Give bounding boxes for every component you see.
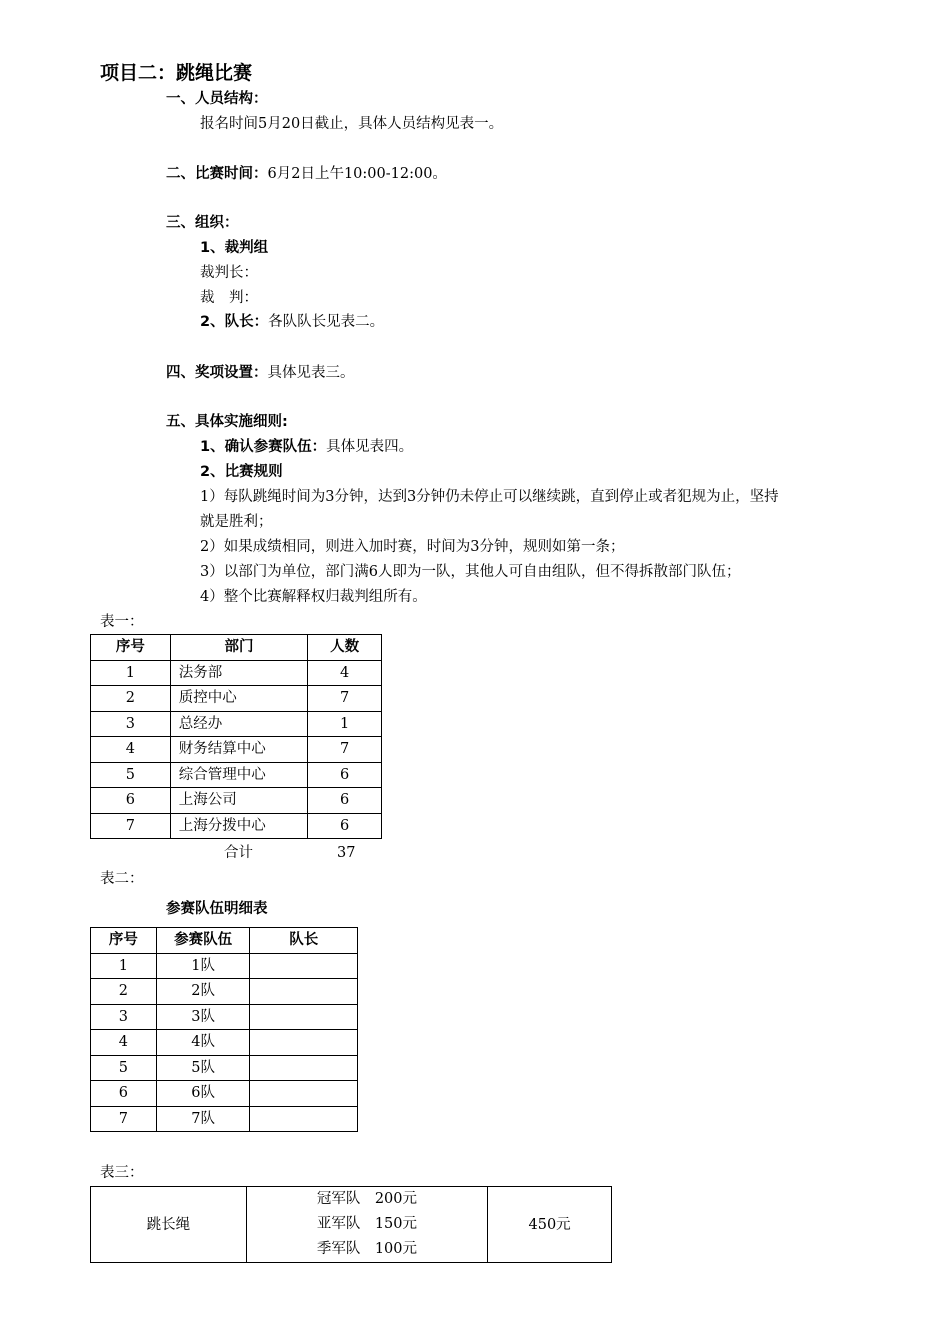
header-cell: 人数	[308, 635, 382, 661]
captain-cell	[250, 1106, 358, 1132]
rule-3: 3）以部门为单位，部门满6人即为一队，其他人可自由组队，但不得拆散部门队伍；	[200, 564, 741, 580]
cell: 6队	[156, 1081, 250, 1107]
table-1-caption: 表一：	[100, 614, 144, 630]
captain-cell	[250, 953, 358, 979]
section-2-heading: 二、比赛时间：	[166, 166, 268, 182]
prize-second: 亚军队 150元	[316, 1216, 418, 1232]
prizes-cell	[246, 1187, 488, 1263]
table-row	[91, 686, 382, 712]
cell: 6	[91, 1081, 157, 1107]
cell: 7	[91, 813, 171, 839]
header-cell: 序号	[91, 635, 171, 661]
captain-cell	[250, 1055, 358, 1081]
section-4-text: 具体见表三。	[267, 365, 355, 381]
chief-judge-label: 裁判长：	[200, 265, 258, 281]
cell: 上海分拨中心	[170, 813, 308, 839]
prize-third: 季军队 100元	[316, 1241, 418, 1257]
captain-label: 2、队长：	[200, 314, 269, 330]
header-cell: 参赛队伍	[156, 928, 250, 954]
cell: 综合管理中心	[170, 762, 308, 788]
table-row	[91, 788, 382, 814]
table-1-total-label: 合计	[224, 845, 253, 861]
cell: 4	[308, 660, 382, 686]
table-3-caption: 表三：	[100, 1165, 144, 1181]
cell: 1队	[156, 953, 250, 979]
table-1-total-value: 37	[337, 845, 356, 861]
cell: 7	[308, 737, 382, 763]
table-row	[91, 737, 382, 763]
captain-cell	[250, 1081, 358, 1107]
section-1-heading: 一、人员结构：	[166, 91, 268, 107]
event-cell: 跳长绳	[91, 1187, 247, 1263]
table-row	[91, 1004, 358, 1030]
captain-cell	[250, 979, 358, 1005]
section-3-heading: 三、组织：	[166, 215, 239, 231]
cell: 6	[308, 788, 382, 814]
table-row	[91, 1081, 358, 1107]
cell: 2	[91, 979, 157, 1005]
judge-label: 裁 判：	[200, 290, 258, 306]
cell: 4	[91, 737, 171, 763]
table-header-row	[91, 635, 382, 661]
captain-cell	[250, 1030, 358, 1056]
cell: 4	[91, 1030, 157, 1056]
cell: 2队	[156, 979, 250, 1005]
cell: 1	[91, 953, 157, 979]
section-5-sub2: 2、比赛规则	[200, 464, 283, 480]
cell: 7队	[156, 1106, 250, 1132]
table-row	[91, 762, 382, 788]
table-2-title: 参赛队伍明细表	[166, 901, 268, 917]
cell: 5队	[156, 1055, 250, 1081]
table-2	[90, 927, 358, 1132]
table-row	[91, 1187, 612, 1263]
cell: 7	[91, 1106, 157, 1132]
cell: 3队	[156, 1004, 250, 1030]
section-3-sub2	[200, 312, 384, 332]
section-5-heading: 五、具体实施细则:	[166, 414, 288, 430]
table-row	[91, 1055, 358, 1081]
table-1	[90, 634, 382, 839]
table-row	[91, 813, 382, 839]
total-cell: 450元	[488, 1187, 612, 1263]
rule-2: 2）如果成绩相同，则进入加时赛，时间为3分钟，规则如第一条；	[200, 539, 625, 555]
section-4-heading: 四、奖项设置：	[166, 365, 268, 381]
section-5-sub1	[200, 437, 413, 457]
cell: 1	[91, 660, 171, 686]
confirm-teams-label: 1、确认参赛队伍：	[200, 439, 327, 455]
cell: 6	[308, 813, 382, 839]
cell: 6	[308, 762, 382, 788]
rule-1-line-1: 1）每队跳绳时间为3分钟，达到3分钟仍未停止可以继续跳，直到停止或者犯规为止，坚持	[200, 489, 779, 505]
table-row	[91, 953, 358, 979]
header-cell: 序号	[91, 928, 157, 954]
section-4	[166, 363, 355, 383]
prize-first: 冠军队 200元	[316, 1191, 418, 1207]
cell: 上海公司	[170, 788, 308, 814]
confirm-teams-text: 具体见表四。	[326, 439, 414, 455]
captain-text: 各队队长见表二。	[268, 314, 385, 330]
page-title: 项目二：跳绳比赛	[100, 62, 253, 84]
cell: 3	[91, 1004, 157, 1030]
cell: 6	[91, 788, 171, 814]
table-row	[91, 1106, 358, 1132]
cell: 3	[91, 711, 171, 737]
cell: 总经办	[170, 711, 308, 737]
section-2	[166, 164, 447, 184]
cell: 1	[308, 711, 382, 737]
cell: 财务结算中心	[170, 737, 308, 763]
table-2-caption: 表二：	[100, 871, 144, 887]
captain-cell	[250, 1004, 358, 1030]
table-row	[91, 711, 382, 737]
table-row	[91, 660, 382, 686]
table-row	[91, 1030, 358, 1056]
table-3	[90, 1186, 612, 1263]
section-3-sub1: 1、裁判组	[200, 240, 269, 256]
section-1-text: 报名时间5月20日截止，具体人员结构见表一。	[200, 116, 504, 132]
cell: 5	[91, 762, 171, 788]
cell: 法务部	[170, 660, 308, 686]
header-cell: 队长	[250, 928, 358, 954]
rule-4: 4）整个比赛解释权归裁判组所有。	[200, 589, 427, 605]
cell: 2	[91, 686, 171, 712]
cell: 4队	[156, 1030, 250, 1056]
table-header-row	[91, 928, 358, 954]
rule-1-line-2: 就是胜利；	[200, 514, 273, 530]
cell: 质控中心	[170, 686, 308, 712]
table-row	[91, 979, 358, 1005]
cell: 7	[308, 686, 382, 712]
section-2-text: 6月2日上午10:00-12:00。	[267, 166, 447, 182]
header-cell: 部门	[170, 635, 308, 661]
cell: 5	[91, 1055, 157, 1081]
